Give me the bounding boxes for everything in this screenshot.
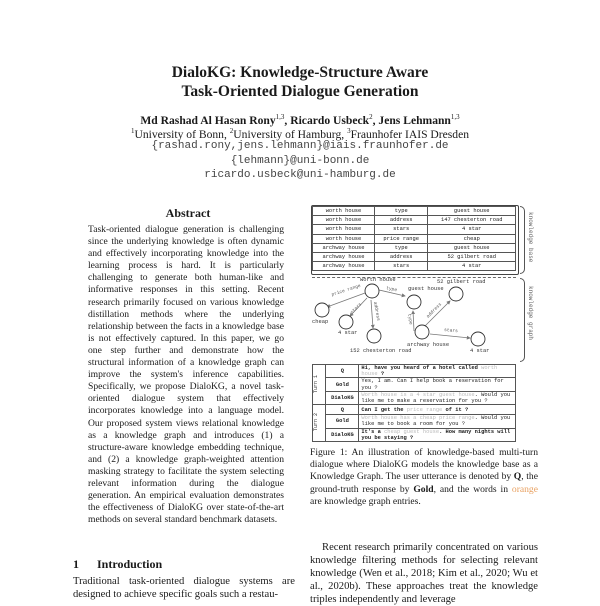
kg-node-4-star-b bbox=[471, 332, 485, 346]
kg-label-chesterton: 152 chesterton road bbox=[350, 348, 412, 354]
kb-relation: type bbox=[374, 207, 427, 216]
affil-sup: 3 bbox=[347, 127, 351, 135]
kg-edge-type-a: type bbox=[385, 286, 398, 294]
author-affil-sup: 1,3 bbox=[275, 113, 285, 121]
turn-label: Turn 1 bbox=[313, 365, 326, 405]
table-row bbox=[313, 216, 516, 225]
affiliation: University of Hamburg, bbox=[233, 127, 348, 141]
kg-label-cheap: cheap bbox=[312, 319, 329, 325]
kg-node-chesterton bbox=[367, 329, 381, 343]
utterance: Worth house is a 4 star guest house. Would you like me to make a reservation for you ? bbox=[359, 391, 516, 404]
kg-label-worth-house: worth house bbox=[360, 277, 396, 283]
row-label: Q bbox=[326, 405, 359, 415]
introduction-body: Traditional task-oriented dialogue systems are designed to achieve specific goals such a restau- bbox=[73, 576, 295, 600]
kg-label-4-star-a: 4 star bbox=[338, 330, 358, 336]
author-affil-sup: 2 bbox=[369, 113, 373, 121]
email: ricardo.usbeck@uni-hamburg.de bbox=[204, 169, 396, 181]
abstract-body: Task-oriented dialogue generation is challenging since the underlying knowledge is often dynamic and effectively incorporating knowledge into the learning process is hard. It is particularly challenging to generate both human-like and informative responses in this setting. Recent research primarily focused on various knowledge distillation methods where the underlying relationship between the facts in a knowledge base is not effectively captured. In this paper, we go one step further and demonstrate how the structural information of a knowledge graph can improve the system's inference capabilities. Specifically, we propose DialoKG, a novel task-oriented dialogue system that effectively incorporates knowledge into a language model. Our proposed system views relational knowledge as a knowledge graph and introduces (1) a structure-aware knowledge embedding technique, and (2) a knowledge graph-weighted attention masking strategy to facilitate the system selecting relevant information during the dialogue generation. An empirical evaluation demonstrates the effectiveness of DialoKG over state-of-the-art methods on several standard benchmark datasets. bbox=[88, 224, 284, 526]
utterance: Can I get the price range of it ? bbox=[359, 405, 516, 415]
utterance: Hi, have you heard of a hotel called worth house ? bbox=[359, 365, 516, 378]
kb-object: 4 star bbox=[428, 262, 516, 271]
table-row bbox=[313, 415, 516, 428]
email: {rashad.rony,jens.lehmann}@iais.fraunhofer.de bbox=[151, 140, 449, 152]
table-row bbox=[313, 243, 516, 252]
kg-node-cheap bbox=[315, 303, 329, 317]
affil-sup: 2 bbox=[229, 127, 234, 135]
kb-object: guest house bbox=[428, 243, 516, 252]
figure-caption: Figure 1: An illustration of knowledge-based multi-turn dialogue where DialoKG models the knowledge base as a Knowledge Graph. The user utterance is denoted by Q, the ground-truth response by Gold, and the words in orange are knowledge graph entries. bbox=[310, 447, 538, 507]
section-number: 1 bbox=[73, 557, 79, 571]
kg-node-gilbert bbox=[449, 287, 463, 301]
kb-relation: price range bbox=[374, 234, 427, 243]
email-list bbox=[0, 139, 600, 183]
table-row bbox=[313, 365, 516, 378]
row-label: Gold bbox=[326, 378, 359, 391]
dialogue-table bbox=[312, 364, 516, 442]
affil-sup: 1 bbox=[130, 127, 135, 135]
author-list: Md Rashad Al Hasan Rony$^{1,3}$, Ricardo Usbeck$^2$, Jens Lehmann$^{1,3}$ bbox=[140, 113, 460, 127]
row-label: DialoKG bbox=[326, 391, 359, 404]
section-title: Introduction bbox=[97, 557, 163, 571]
utterance: Worth house has a cheap price range. Would you like me to book a room for you ? bbox=[359, 415, 516, 428]
table-row bbox=[313, 252, 516, 261]
author-name: Md Rashad Al Hasan Rony bbox=[140, 113, 276, 127]
kg-label-archway: archway house bbox=[407, 342, 450, 348]
kg-node-4-star-a bbox=[339, 315, 353, 329]
kb-subject: worth house bbox=[313, 234, 375, 243]
kg-label-4-star-b: 4 star bbox=[470, 348, 490, 354]
kg-edge-price-range: price range bbox=[331, 283, 362, 298]
kb-relation: address bbox=[374, 216, 427, 225]
kb-object: 147 chesterton road bbox=[428, 216, 516, 225]
kg-node-archway bbox=[415, 325, 429, 339]
table-row bbox=[313, 262, 516, 271]
right-column-body: Recent research primarily concentrated on various knowledge filtering methods for selecting relevant knowledge (Wen et al., 2018; Kim et al., 2020; Wu et al., 2020b). These approaches treat the knowledge triples independently and leverage bbox=[310, 542, 538, 606]
kb-object: cheap bbox=[428, 234, 516, 243]
affiliation: Fraunhofer IAIS Dresden bbox=[350, 127, 470, 141]
kg-edge-address-a: address bbox=[372, 301, 381, 322]
kb-relation: address bbox=[374, 252, 427, 261]
row-label: DialoKG bbox=[326, 428, 359, 441]
kb-object: 52 gilbert road bbox=[428, 252, 516, 261]
row-label: Gold bbox=[326, 415, 359, 428]
kg-edge-stars-a: stars bbox=[349, 302, 364, 316]
kb-subject: archway house bbox=[313, 243, 375, 252]
kb-brace bbox=[520, 206, 525, 274]
kb-subject: archway house bbox=[313, 262, 375, 271]
kg-label-guest-house: guest house bbox=[408, 286, 444, 292]
utterance: It's a cheap guest house. How many nights will you be staying ? bbox=[359, 428, 516, 441]
table-row bbox=[313, 428, 516, 441]
kb-object: 4 star bbox=[428, 225, 516, 234]
row-label: Q bbox=[326, 365, 359, 378]
kg-node-guest-house bbox=[407, 295, 421, 309]
paper-title bbox=[0, 63, 600, 101]
kb-relation: stars bbox=[374, 262, 427, 271]
table-row bbox=[313, 405, 516, 415]
author-affil-sup: 1,3 bbox=[450, 113, 460, 121]
utterance: Yes, I am. Can I help book a reservation for you ? bbox=[359, 378, 516, 391]
kg-side-label: knowledge graph bbox=[527, 286, 534, 341]
kb-side-label: knowledge base bbox=[527, 212, 534, 263]
kb-subject: worth house bbox=[313, 225, 375, 234]
kb-object: guest house bbox=[428, 207, 516, 216]
section-heading-introduction bbox=[73, 557, 162, 572]
knowledge-graph bbox=[310, 276, 520, 366]
email: {lehmann}@uni-bonn.de bbox=[230, 154, 370, 167]
kg-node-worth-house bbox=[365, 284, 379, 298]
figure-1 bbox=[310, 206, 540, 441]
kg-edge-stars-b: stars bbox=[443, 328, 459, 335]
kb-relation: type bbox=[374, 243, 427, 252]
table-row bbox=[313, 225, 516, 234]
table-row bbox=[313, 391, 516, 404]
affiliation: University of Bonn, bbox=[134, 127, 230, 141]
title-line-1: DialoKG: Knowledge-Structure Aware bbox=[171, 64, 429, 81]
author-name: Ricardo Usbeck bbox=[290, 113, 370, 127]
kg-brace bbox=[520, 278, 525, 362]
kg-label-gilbert: 52 gilbert road bbox=[437, 279, 486, 285]
author-name: Jens Lehmann bbox=[378, 113, 451, 127]
title-line-2: Task-Oriented Dialogue Generation bbox=[181, 83, 419, 100]
kb-relation: stars bbox=[374, 225, 427, 234]
table-row bbox=[313, 378, 516, 391]
kb-subject: worth house bbox=[313, 207, 375, 216]
kg-edge-address-b: address bbox=[425, 302, 444, 320]
table-row bbox=[313, 207, 516, 216]
knowledge-base-table bbox=[312, 206, 516, 271]
kg-edge-type-b: type bbox=[406, 313, 413, 326]
turn-label: Turn 2 bbox=[313, 405, 326, 442]
kb-subject: worth house bbox=[313, 216, 375, 225]
abstract-heading: Abstract bbox=[165, 206, 211, 220]
kb-subject: archway house bbox=[313, 252, 375, 261]
table-row bbox=[313, 234, 516, 243]
